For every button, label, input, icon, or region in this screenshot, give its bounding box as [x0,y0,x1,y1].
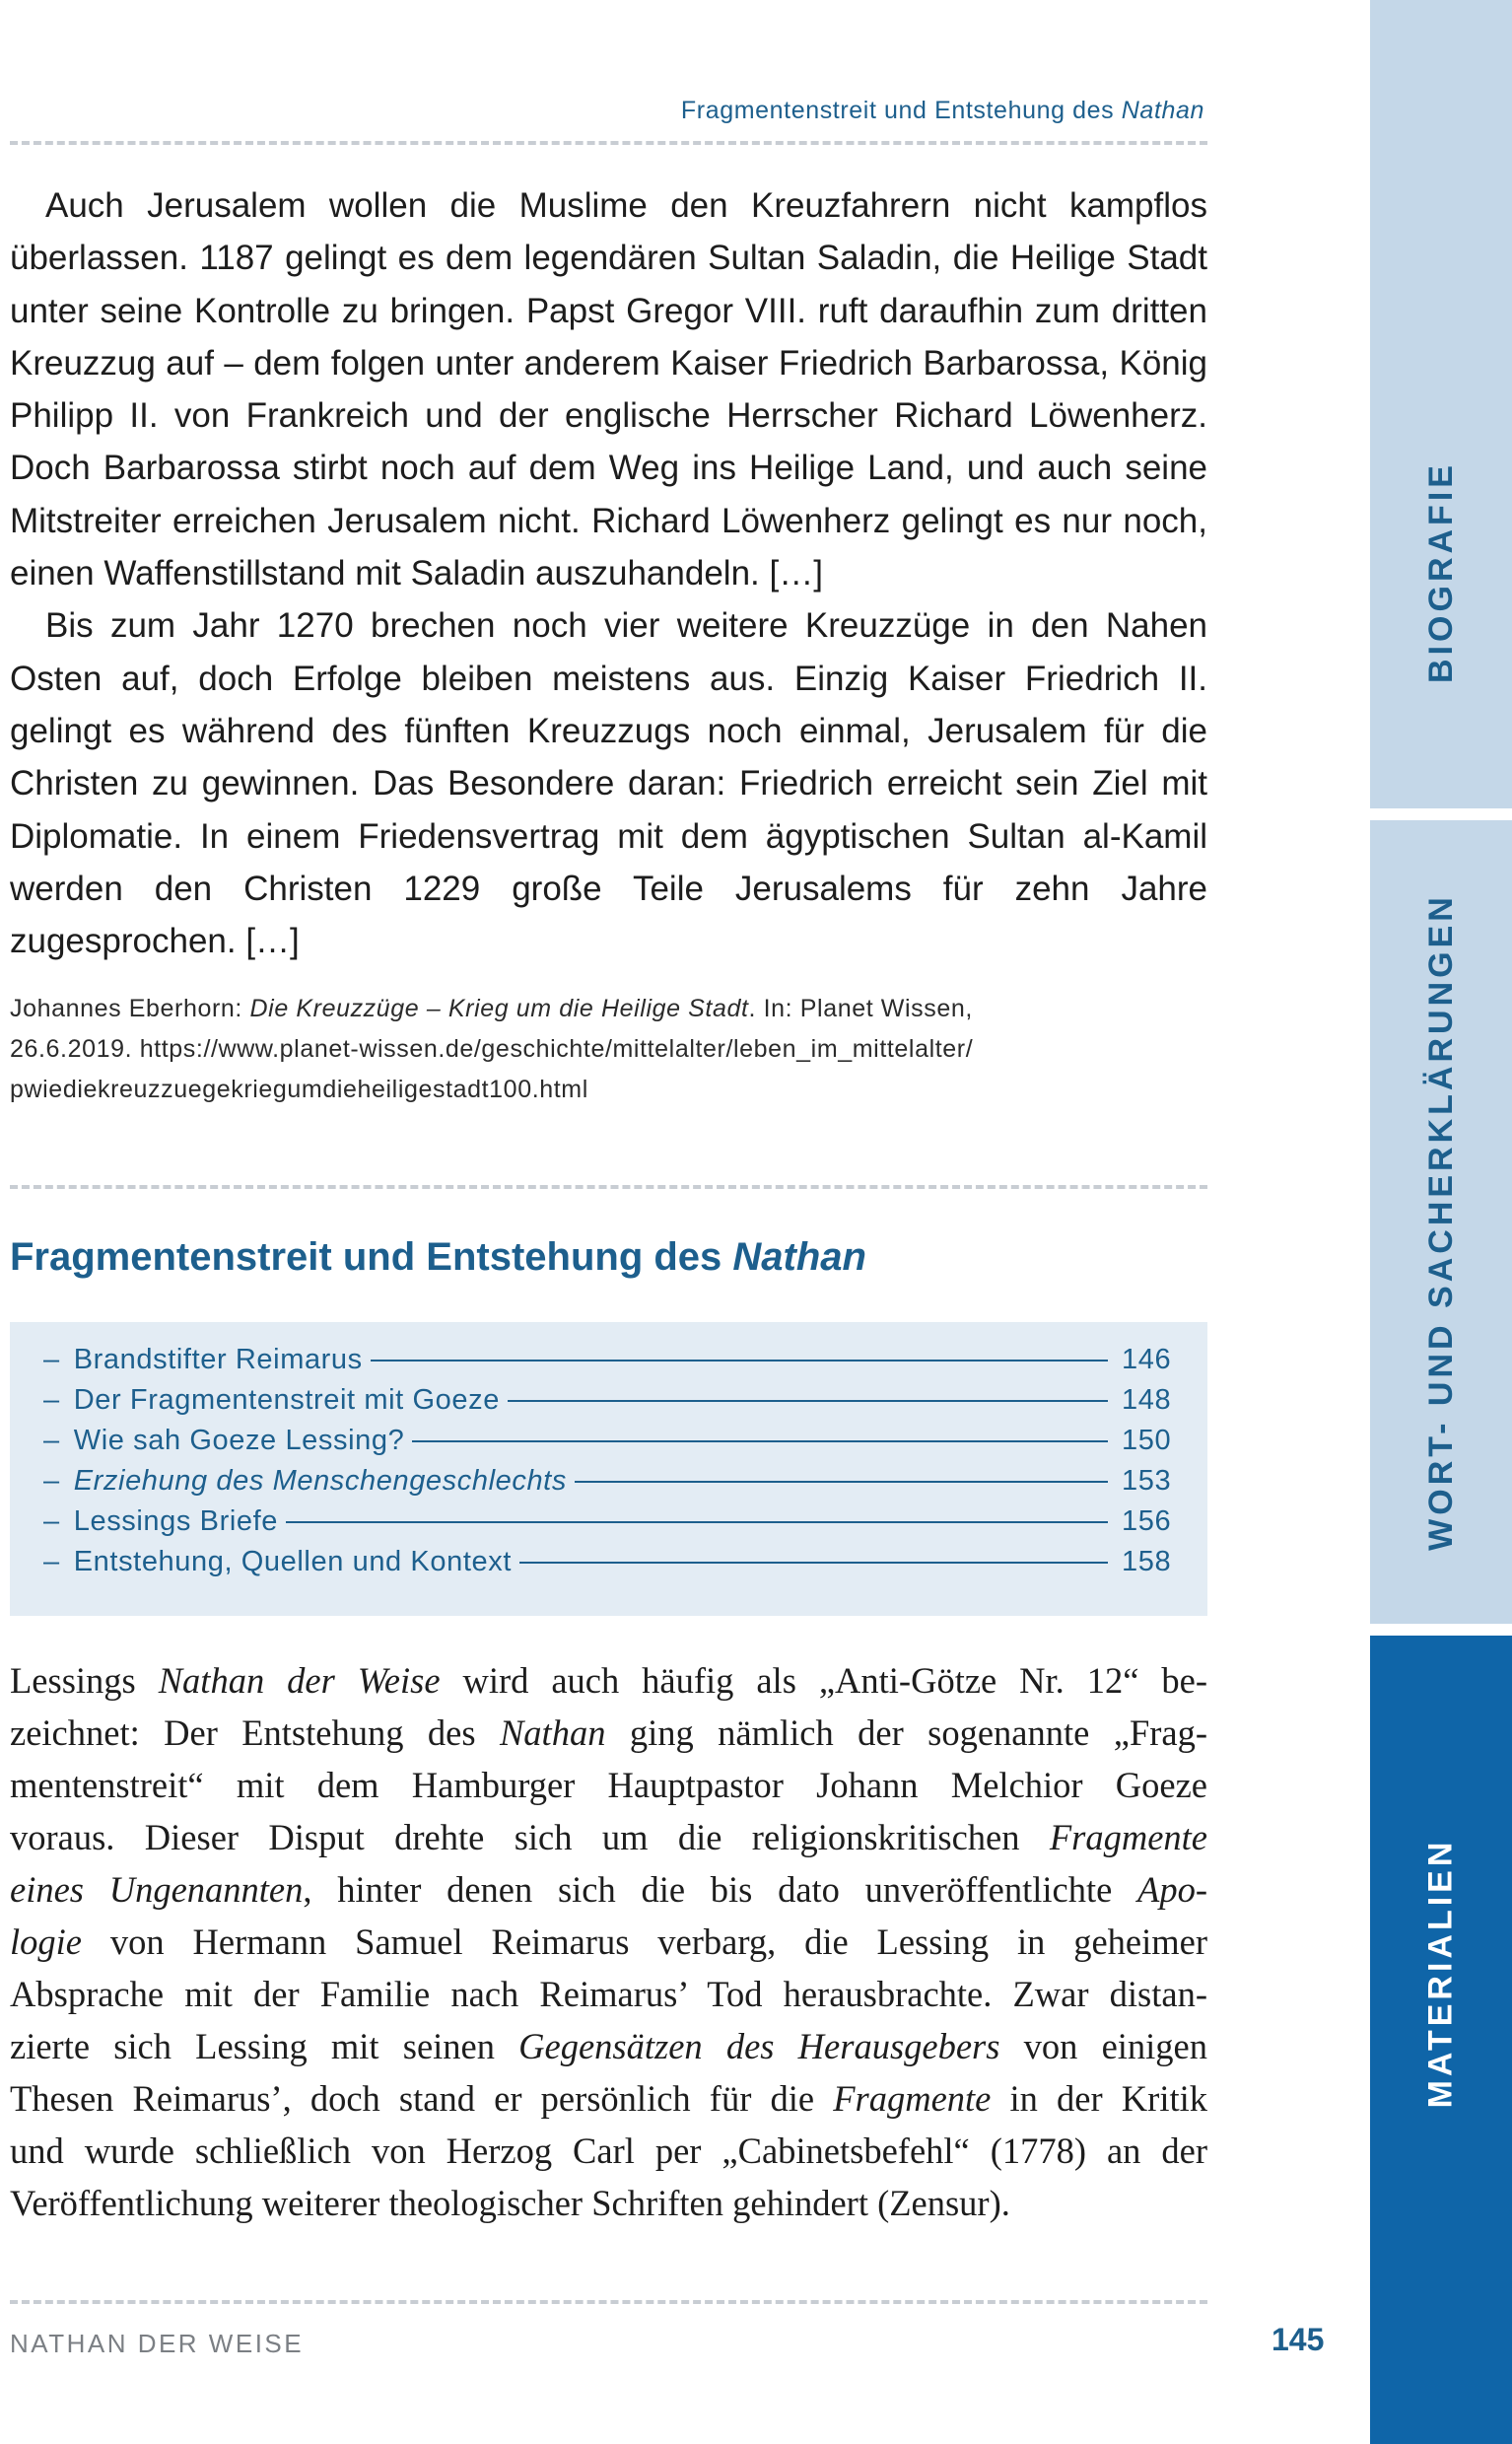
quote-paragraph: Bis zum Jahr 1270 brechen noch vier weitere Kreuzzüge in den Nahen Osten auf, doch Erfolge bleiben meistens aus. Einzig Kaiser Friedrich II. gelingt es während des fünften Kreuzzugs noch einmal, Jerusalem für die Christen zu gewinnen. Das Besondere daran: Friedrich erreicht sein Ziel mit Diplomatie. In einem Friedensvertrag mit dem ägyptischen Sultan al-Kamil werden den Christen 1229 große Teile Jerusalems für zehn Jahre zugesprochen. […] [10,606,1207,961]
toc-item[interactable] [43,1384,1175,1425]
body-italic: Apo- [1137,1869,1207,1910]
citation-author: Johannes Eberhorn: [10,995,250,1022]
section-divider [10,1185,1207,1189]
toc-leader [519,1562,1108,1564]
citation-url-line[interactable]: 26.6.2019. https://www.planet-wissen.de/geschichte/mittelalter/leben_im_mittelalter/ [10,1035,974,1063]
body-italic: Fragmente [1049,1817,1207,1857]
body-span: zierte sich Lessing mit seinen [10,2026,519,2066]
tab-materialien[interactable] [1370,1636,1512,2444]
toc-item-page: 150 [1122,1425,1172,1456]
toc-item[interactable] [43,1505,1175,1546]
toc-item-title: Brandstifter Reimarus [73,1344,363,1375]
body-line: Veröffentlichung weiterer theologischer Schriften gehindert (Zensur). [10,2183,1010,2223]
body-line [10,2020,1207,2072]
running-header-italic: Nathan [1121,97,1204,124]
toc-item[interactable] [43,1425,1175,1465]
toc-box [10,1322,1207,1616]
toc-leader [371,1360,1108,1362]
toc-item-page: 156 [1122,1505,1172,1537]
tab-wort-label: WORT- UND SACHERKLÄRUNGEN [1421,893,1460,1551]
body-italic: Gegensätzen des Herausgebers [518,2026,1000,2066]
footer-book-title: NATHAN DER WEISE [10,2329,305,2358]
toc-leader [286,1521,1108,1523]
body-italic: Nathan der Weise [158,1660,441,1701]
toc-dash: – [43,1465,60,1497]
running-header-text: Fragmentenstreit und Entstehung des [680,97,1115,124]
body-span: von einigen [999,2026,1207,2066]
citation [10,989,1203,1110]
toc-item-title: Lessings Briefe [73,1505,279,1537]
toc-item-title: Wie sah Goeze Lessing? [73,1425,405,1456]
tab-wort-und-sacherklaerungen[interactable] [1370,820,1512,1624]
toc-dash: – [43,1505,60,1537]
citation-title: Die Kreuzzüge – Krieg um die Heilige Stadt [249,995,749,1022]
quote-paragraph: Auch Jerusalem wollen die Muslime den Kreuzfahrern nicht kampflos überlassen. 1187 gelingt es dem legendären Sultan Saladin, die Heilige Stadt unter seine Kontrolle zu bringen. Papst Gregor VIII. ruft daraufhin zum dritten Kreuzzug auf – dem folgen unter anderem Kaiser Friedrich Barbarossa, König Philipp II. von Frankreich und der englische Herrscher Richard Löwenherz. Doch Barbarossa stirbt noch auf dem Weg ins Heilige Land, und auch seine Mitstreiter erreichen Jerusalem nicht. Richard Löwenherz gelingt es nur noch, einen Waffenstillstand mit Saladin auszuhandeln. […] [10,186,1207,594]
section-heading-italic: Nathan [732,1235,866,1279]
toc-item-page: 146 [1122,1344,1172,1375]
toc-item-title: Erziehung des Menschengeschlechts [73,1465,567,1497]
footer-divider [10,2300,1207,2304]
body-line: und wurde schließlich von Herzog Carl per „Cabinetsbefehl“ (1778) an der [10,2130,1207,2171]
tab-biografie[interactable] [1370,0,1512,808]
body-line [10,1811,1207,1863]
body-line [10,2072,1207,2125]
body-italic: logie [10,1921,82,1962]
toc-item-title: Der Fragmentenstreit mit Goeze [73,1384,500,1416]
toc-dash: – [43,1384,60,1416]
body-italic: eines Ungenannten [10,1869,304,1910]
body-span: voraus. Dieser Disput drehte sich um die religionskritischen [10,1817,1050,1857]
toc-item[interactable] [43,1344,1175,1384]
body-italic: Fragmente [833,2078,992,2119]
body-line [10,1707,1207,1759]
header-divider [10,141,1207,145]
toc-leader [508,1400,1108,1402]
toc-dash: – [43,1425,60,1456]
citation-source: . In: Planet Wissen, [748,995,973,1022]
toc-dash: – [43,1344,60,1375]
toc-item-page: 158 [1122,1546,1172,1577]
tab-materialien-label: MATERIALIEN [1421,1838,1460,2108]
body-span: in der Kritik [991,2078,1207,2119]
body-span: Thesen Reimarus’, doch stand er persönlich für die [10,2078,834,2119]
toc-dash: – [43,1546,60,1577]
toc-leader [412,1440,1108,1442]
body-span: , hinter denen sich die bis dato unveröffentlichte [303,1869,1138,1910]
body-line [10,1863,1207,1916]
toc-item-page: 148 [1122,1384,1172,1416]
section-heading [10,1235,866,1280]
quote-block [10,179,1207,967]
page-number: 145 [1271,2322,1325,2357]
body-line [10,1916,1207,1968]
toc-leader [575,1481,1108,1483]
tab-biografie-label: BIOGRAFIE [1421,460,1460,683]
body-text [10,1654,1207,2229]
body-line: mentenstreit“ mit dem Hamburger Hauptpastor Johann Melchior Goeze [10,1765,1207,1805]
citation-line-1 [10,989,1203,1029]
body-span: ging nämlich der sogenannte „Frag- [605,1712,1208,1753]
section-heading-text: Fragmentenstreit und Entstehung des [10,1235,733,1279]
body-italic: Nathan [499,1712,606,1753]
toc-item-title: Entstehung, Quellen und Kontext [73,1546,512,1577]
body-span: wird auch häufig als „Anti-Götze Nr. 12“ be- [440,1660,1207,1701]
body-span: von Hermann Samuel Reimarus verbarg, die Lessing in geheimer [81,1921,1207,1962]
toc-item-page: 153 [1122,1465,1172,1497]
citation-url-line[interactable]: pwiediekreuzzuegekriegumdieheiligestadt100.html [10,1076,588,1103]
body-line [10,1654,1207,1707]
body-span: zeichnet: Der Entstehung des [10,1712,500,1753]
toc-list [43,1344,1175,1586]
body-line: Absprache mit der Familie nach Reimarus’ Tod herausbrachte. Zwar distan- [10,1974,1207,2014]
toc-item[interactable] [43,1546,1175,1586]
running-header [681,97,1204,125]
body-span: Lessings [10,1660,159,1701]
toc-item[interactable] [43,1465,1175,1505]
